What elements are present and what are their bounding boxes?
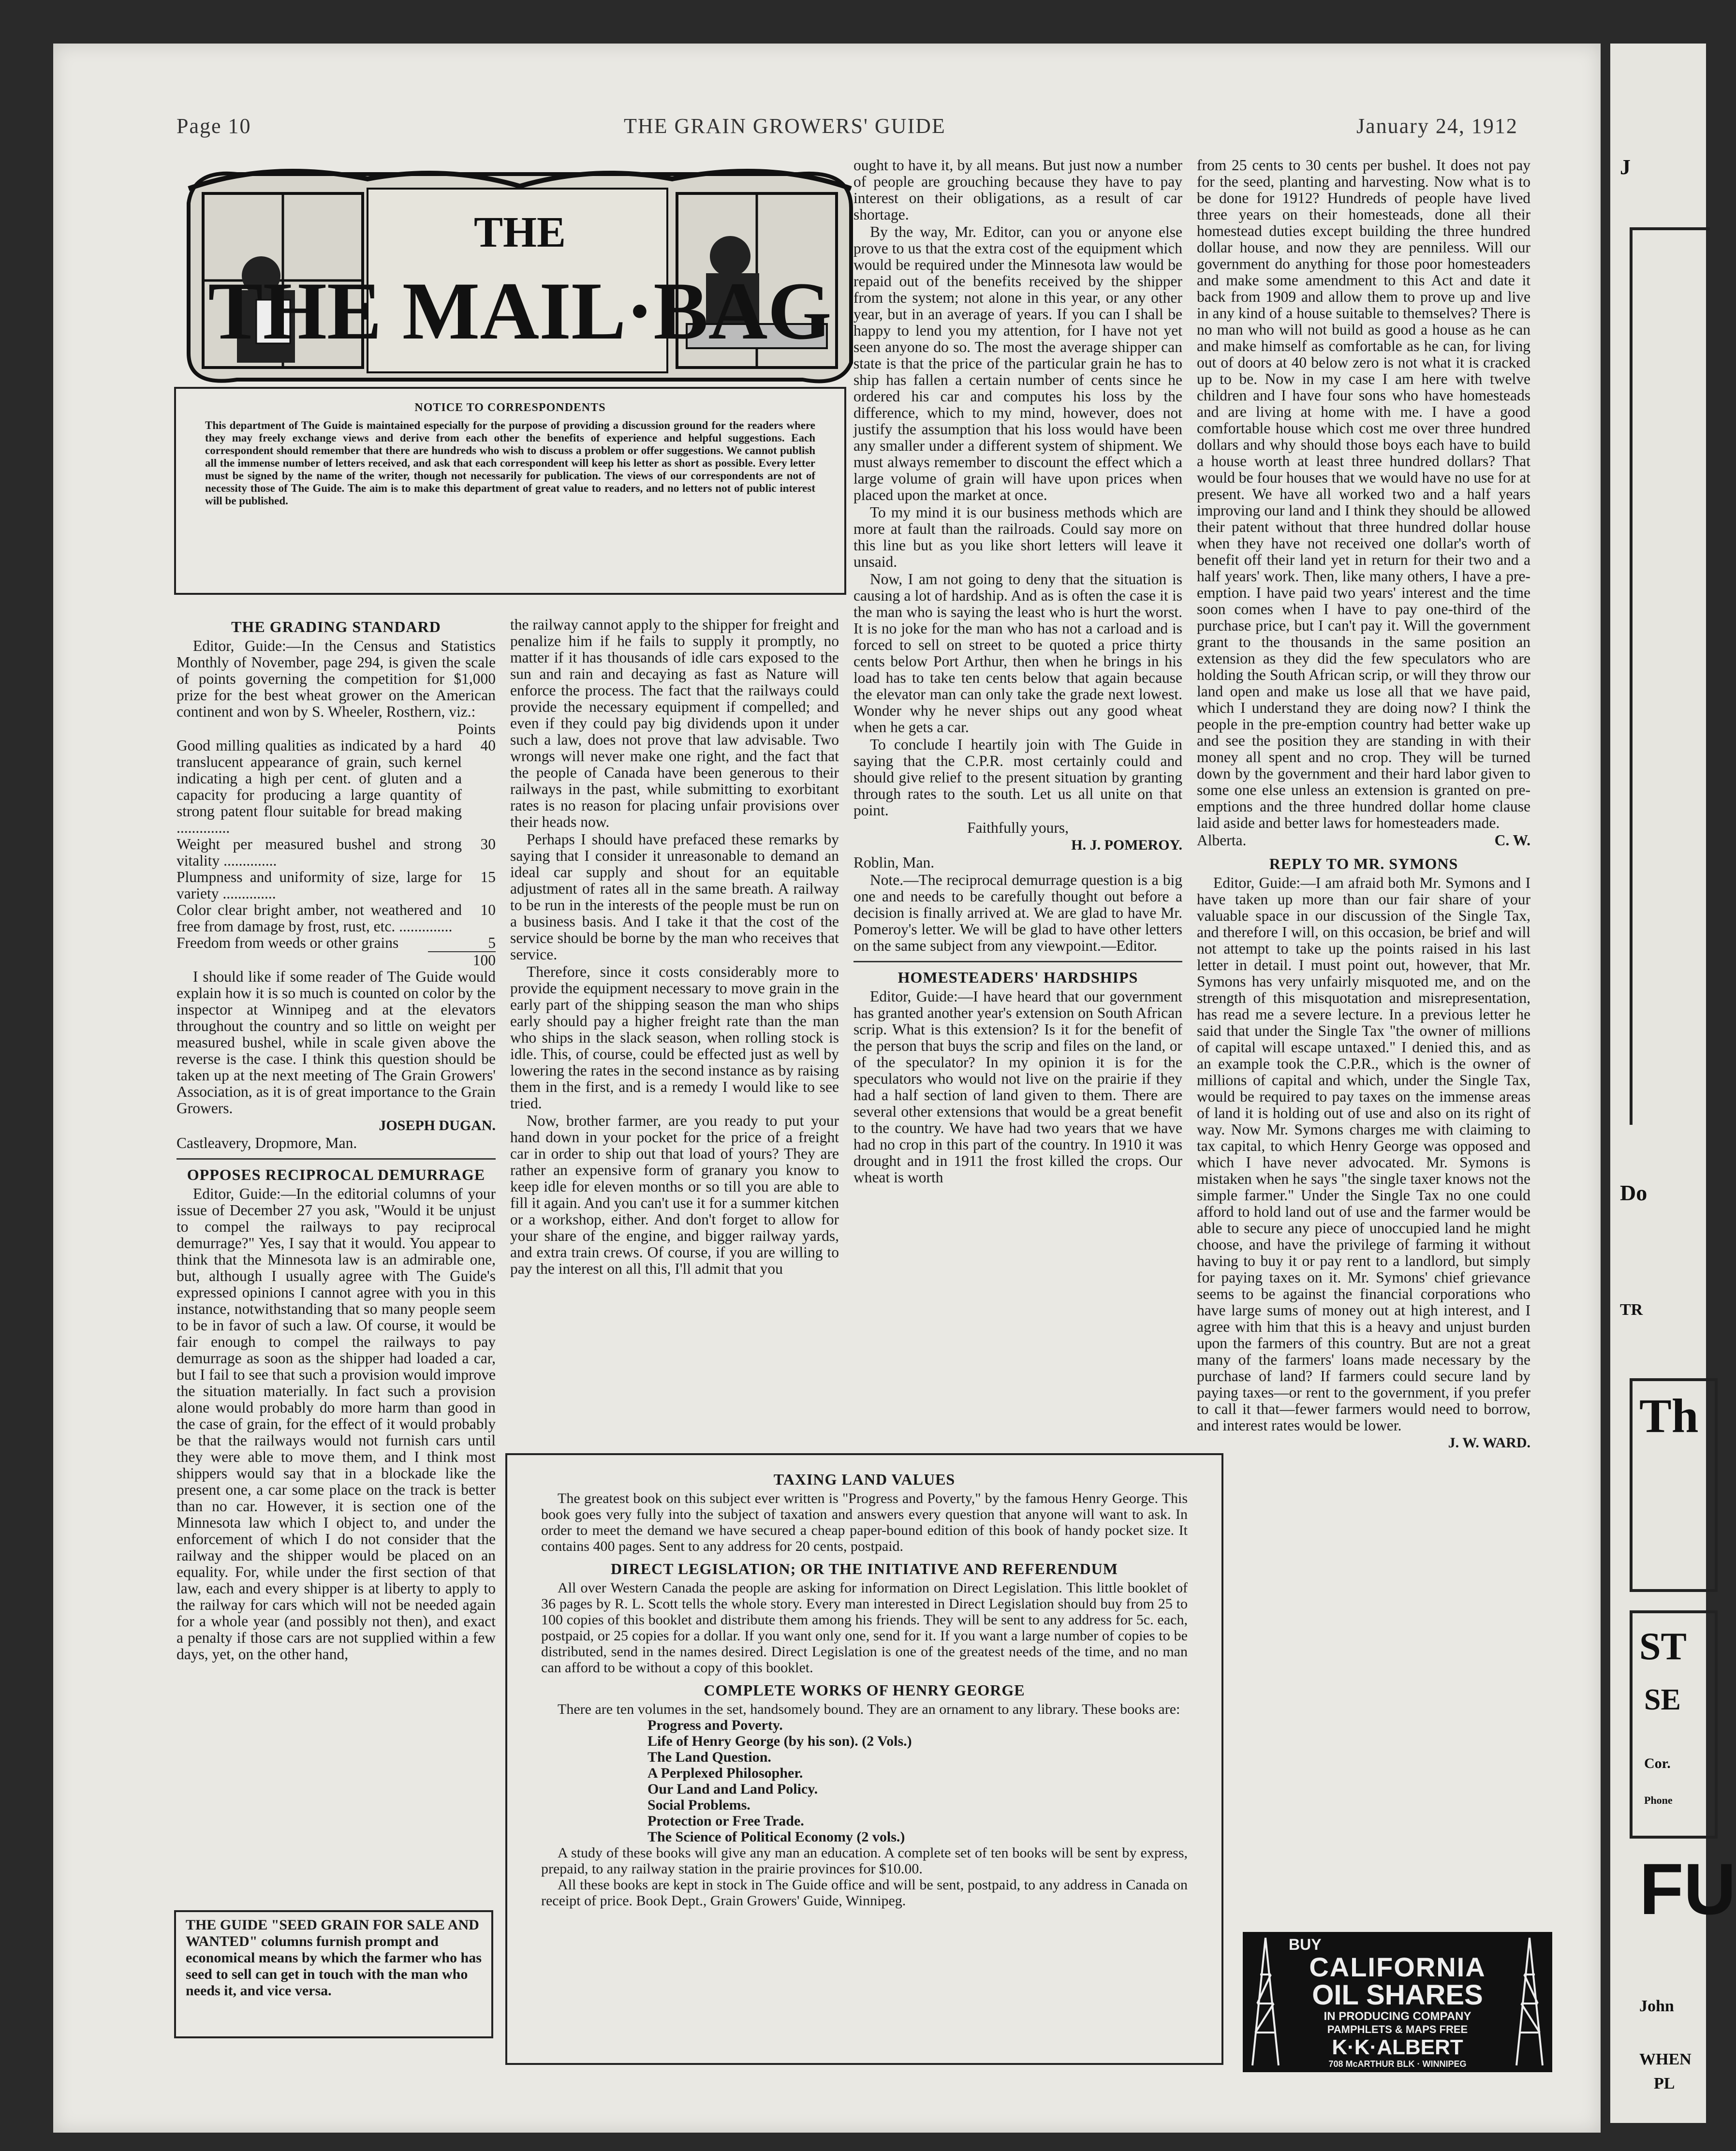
page-number: Page 10 xyxy=(177,114,251,138)
issue-date: January 24, 1912 xyxy=(1356,114,1518,138)
books-footer: All these books are kept in stock in The Guide office and will be sent, postpaid, to any address in Canada on receipt of price. Book Dept., Grain Growers' Guide, Winnipeg. xyxy=(541,1877,1188,1909)
symons-signature: J. W. WARD. xyxy=(1448,1435,1530,1451)
book-title: Life of Henry George (by his son). (2 Vols.) xyxy=(647,1733,912,1749)
column-1 xyxy=(177,612,496,1664)
fragment-text: John xyxy=(1639,1997,1674,2015)
notice-heading: NOTICE TO CORRESPONDENTS xyxy=(414,401,606,414)
notice-body: This department of The Guide is maintained especially for the purpose of providing a discussion ground for the readers where they may freely exchange views and derive from each other the benefits of experience and helpful suggestions. Each correspondent should remember that there are hundreds who wish to discuss a problem or offer suggestions. We cannot publish all the immense number of letters received, and ask that each correspondent will keep his letter as short as possible. Every letter must be signed by the name of the writer, though not necessarily for publication. The views of our correspondents are not of necessity those of The Guide. The aim is to make this department of great value to readers, and no letters not of public interest will be published. xyxy=(205,419,815,507)
grading-scale xyxy=(177,737,496,969)
demurrage-col2-p4: Now, brother farmer, are you ready to put your hand down in your pocket for the price of a freight car in order to ship out that load of yours? They are rather an expensive form of granary you know to keep idle for eleven months or so till you are able to fill it again. And you can't use it for a summer kitchen or a workshop, either. And don't forget to allow for your share of the engine, and bigger railway yards, and extra train crews. Of course, if you are willing to pay the interest on all this, I'll admit that you xyxy=(510,1112,839,1277)
taxing-body: The greatest book on this subject ever written is "Progress and Poverty," by the famous Henry George. This book goes very fully into the subject of taxation and answers every question that anyone will want to ask. In order to meet the demand we have secured a cheap paper-bound edition of this book of handy pocket size. It contains 400 pages. Sent to any address for 20 cents, postpaid. xyxy=(541,1490,1188,1554)
grading-place: Castleavery, Dropmore, Man. xyxy=(177,1134,357,1151)
adjacent-page-fragment xyxy=(1610,44,1736,2123)
oil-derrick-icon xyxy=(1513,1936,1546,2067)
banner-title: THE MAIL·BAG xyxy=(208,265,832,356)
demurrage-col3-p1: ought to have it, by all means. But just now a number of people are grouching because they have to pay interest on their obligations, as a result of car shortage. xyxy=(853,157,1182,223)
fragment-text: ST xyxy=(1639,1625,1687,1668)
scale-total: 100 xyxy=(428,951,496,969)
homesteaders-place: Alberta. xyxy=(1197,832,1247,849)
demurrage-col3-p2: By the way, Mr. Editor, can you or anyone else prove to us that the extra cost of the equipment which would be required under the Minnesota law would be repaid out of the benefits received by the shipper from the system; not alone in this year, or any other year, but in an average of years. If you can I shall be happy to lend you my attention, for I have not yet seen anyone do so. The most the average shipper can state is that the price of the particular grain he has to ship has fallen a certain number of cents since he ordered his car and computes his loss by the difference, which to my mind, however, does not justify the assumption that his loss would have been any smaller under a different system of shipment. We must always remember to discount the effect which a large volume of grain will have upon prices when placed upon the market at once. xyxy=(853,223,1182,503)
books-box xyxy=(505,1453,1223,2065)
fragment-text: SE xyxy=(1644,1683,1681,1716)
california-oil-ad xyxy=(1243,1932,1552,2072)
column-3 xyxy=(853,157,1182,1187)
svg-text:THE: THE xyxy=(473,208,566,256)
demurrage-heading: OPPOSES RECIPROCAL DEMURRAGE xyxy=(187,1166,485,1183)
grading-body: I should like if some reader of The Guide would explain how it is so much is counted on color by the inspector at Winnipeg and at the elevators throughout the country and so little on weight per measured bushel, while in scale given above the reverse is the case. I think this question should be taken up at the next meeting of The Grain Growers' Association, as it is of great importance to the Grain Growers. xyxy=(177,968,496,1117)
homesteaders-col4: from 25 cents to 30 cents per bushel. It does not pay for the seed, planting and harvesting. Now what is to be done for 1912? Hundreds of people have lived three years on their homesteads, done all their homestead duties except building the three hundred dollar house, and now they are penniless. Will our government do anything for those poor homesteaders and make some amendment to this Act and date it back from 1909 and allow them to prove up and live in any kind of a house suitable to themselves? There is no man who will not build as good a house as he can and make himself as comfortable as he can, for living out of doors at 40 below zero is not what it is cracked up to be. Now in my case I am here with twelve children and I have four sons who have homesteads and are living at home with me. I have a good comfortable house which cost me over three hundred dollars and why should those boys each have to build a house worth at least three hundred dollars? That would be four houses that we would have no use for at present. We have all worked two and a half years improving our land and I think they should be allowed their patent without that three hundred dollar house when they have not received one dollar's worth of benefit off their land yet in return for their two and a half years' work. Then, like many others, I have a pre-emption. I have paid two years' interest and the time soon comes when I have to pay one-third of the purchase price, but I can't pay it. Will the government grant to the thousands in the same position an extension as they did the few speculators who are holding the South African scrip, or will they throw our land open and make us lose all that we have paid, which I understand they are doing now? I think the people in the pre-emption country had better wake up and see the position they are standing in with their money all spent and no crop. They will be turned down by the government and their hard labor given to some one else unless an extension is granted on pre-emptions and the three hundred dollar home clause laid aside and better laws for homesteaders made. xyxy=(1197,157,1530,831)
fragment-text: TR xyxy=(1620,1301,1643,1319)
book-title: The Science of Political Economy (2 vols.) xyxy=(647,1829,905,1845)
scale-row: Freedom from weeds or other grains 5 xyxy=(177,934,496,951)
book-title: Social Problems. xyxy=(647,1797,750,1813)
ad-line6: K·K·ALBERT xyxy=(1332,2035,1463,2059)
homesteaders-col3: Editor, Guide:—I have heard that our government has granted another year's extension on South African scrip. What is this extension? Is it for the benefit of the person that buys the scrip and files on the land, or of the speculator? In my opinion it is for the speculators who would not live on the prairie if they had a half section of land given to them. There are several other extensions that would be a great benefit to the country. We have had two years that we have had no crop in this part of the country. In 1910 it was drought and in 1911 the frost killed the crops. Our wheat is worth xyxy=(853,988,1182,1186)
grading-signature: JOSEPH DUGAN. xyxy=(379,1118,496,1134)
fragment-text: Cor. xyxy=(1644,1755,1671,1771)
newspaper-page xyxy=(53,44,1601,2133)
fragment-text: J xyxy=(1620,155,1631,179)
column-4 xyxy=(1197,157,1530,1452)
demurrage-col3-p5: To conclude I heartily join with The Guide in saying that the C.P.R. most certainly could and should give relief to the present situation by granting through rates to the south. Let us all unite on that point. xyxy=(853,736,1182,819)
ad-line5: PAMPHLETS & MAPS FREE xyxy=(1327,2023,1468,2035)
taxing-heading: TAXING LAND VALUES xyxy=(773,1471,956,1488)
book-title: A Perplexed Philosopher. xyxy=(647,1765,803,1781)
demurrage-closing: Faithfully yours, xyxy=(967,819,1069,836)
works-body: A study of these books will give any man an education. A complete set of ten books will be sent by express, prepaid, to any railway station in the prairie provinces for $10.00. xyxy=(541,1845,1188,1877)
book-title: Our Land and Land Policy. xyxy=(647,1781,818,1797)
fragment-text: Do xyxy=(1620,1180,1648,1205)
works-heading: COMPLETE WORKS OF HENRY GEORGE xyxy=(704,1681,1025,1699)
direct-body: All over Western Canada the people are asking for information on Direct Legislation. This little booklet of 36 pages by R. L. Scott tells the whole story. Every man interested in Direct Legislation should buy from 25 to 100 copies of this booklet and distribute them among his friends. They will be sent to any address for 5c. each, postpaid, or 25 copies for a dollar. If you want only one, send for it. If you want a large number of copies to be distributed, send in the names desired. Direct Legislation is one of the greatest needs of the time, and no man can afford to be without a copy of this booklet. xyxy=(541,1580,1188,1676)
points-label: Points xyxy=(457,721,496,737)
scale-row: Weight per measured bushel and strong vitality .............. 30 xyxy=(177,836,496,869)
seed-grain-text: THE GUIDE "SEED GRAIN FOR SALE AND WANTED" columns furnish prompt and economical means by which the farmer who has seed to sell can get in touch with the man who needs it, and vice versa. xyxy=(186,1917,482,1999)
demurrage-signature: H. J. POMEROY. xyxy=(1071,837,1182,853)
book-title: The Land Question. xyxy=(647,1749,771,1765)
mailbag-banner xyxy=(174,160,866,389)
works-intro: There are ten volumes in the set, handsomely bound. They are an ornament to any library. These books are: xyxy=(558,1701,1180,1717)
ad-line1: BUY xyxy=(1289,1936,1322,1953)
demurrage-col2-p2: Perhaps I should have prefaced these remarks by saying that I consider it unreasonable to demand an ideal car supply and shout for an equitable adjustment of rates all in the same breath. A railway to be run in the interests of the people must be run on a business basis. And I take it that the cost of the service should be borne by the man who receives that service. xyxy=(510,831,839,963)
grading-heading: THE GRADING STANDARD xyxy=(231,618,441,635)
ad-line7: 708 McARTHUR BLK · WINNIPEG xyxy=(1328,2059,1467,2069)
fragment-text: Th xyxy=(1639,1389,1699,1443)
demurrage-place: Roblin, Man. xyxy=(853,854,935,871)
scale-row: Good milling qualities as indicated by a hard translucent appearance of grain, such kernel indicating a high per cent. of gluten and a capacity for producing a large quantity of strong patent flour suitable for bread making .............. 40 xyxy=(177,737,496,836)
book-title: Protection or Free Trade. xyxy=(647,1813,804,1829)
ad-line3: OIL SHARES xyxy=(1312,1979,1483,2011)
demurrage-col2-p1: the railway cannot apply to the shipper for freight and penalize him if he fails to supply it promptly, no matter if it has thousands of idle cars exposed to the sun and rain and decaying as fast as Nature will enforce the process. The fact that the railways could provide the necessary equipment if compelled; and even if they could pay big dividends upon it under such a law, does not prove that law advisable. Two wrongs will never make one right, and the fact that the people of Canada have been generous to their railways in the past, while submitting to exorbitant rates is no reason for placing unfair provisions over their heads now. xyxy=(510,616,839,830)
demurrage-col1: Editor, Guide:—In the editorial columns of your issue of December 27 you ask, "Would it be unjust to compel the railways to pay reciprocal demurrage?" Yes, I say that it would. You appear to think that the Minnesota law is an admirable one, but, although I usually agree with The Guide's expressed opinions I cannot agree with you in this instance, notwithstanding that so many people seem to be in favor of such a law. Of course, it would be fair enough to compel the railways to pay demurrage as soon as the shipper had loaded a car, but I fail to see that such a provision would improve the situation materially. In fact such a provision alone would probably do more harm than good in the case of grain, for the effect of it would probably be that the railways would not furnish cars until they were able to move them, and I think most shippers would say that in a blockade like the present one, a car some place on the track is better than no car. However, it is section one of the Minnesota law which I object to, and under the enforcement of which I do not consider that the railway and the shipper would be placed on an equality. For, while under the first section of that law, each and every shipper is at liberty to apply to the railway for cars which will not be needed again for a whole year (and possibly not then), and exact a penalty if those cars are not supplied within a few days, yet, on the other hand, xyxy=(177,1185,496,1663)
works-titles xyxy=(647,1717,1188,1845)
fragment-text: Phone xyxy=(1644,1794,1673,1806)
homesteaders-signature: C. W. xyxy=(1494,832,1530,849)
direct-heading: DIRECT LEGISLATION; OR THE INITIATIVE AND REFERENDUM xyxy=(611,1560,1118,1577)
demurrage-note: Note.—The reciprocal demurrage question is a big one and needs to be carefully thought out before a decision is finally arrived at. We are glad to have Mr. Pomeroy's letter. We will be glad to have other letters on the same subject from any viewpoint.—Editor. xyxy=(853,871,1182,954)
scale-row: Plumpness and uniformity of size, large for variety .............. 15 xyxy=(177,869,496,902)
seed-grain-notice xyxy=(174,1910,493,2038)
book-title: Progress and Poverty. xyxy=(647,1717,783,1733)
masthead: THE GRAIN GROWERS' GUIDE xyxy=(624,114,946,138)
demurrage-col2-p3: Therefore, since it costs considerably more to provide the equipment necessary to move grain in the early part of the shipping season the man who ships early should pay a higher freight rate than the man who ships in the slack season, when rolling stock is idle. This, of course, could be effected just as well by lowering the rates in the second instance as by raising them in the first, and is a remedy I would like to see tried. xyxy=(510,963,839,1112)
mailbag-illustration xyxy=(174,160,866,389)
symons-body: Editor, Guide:—I am afraid both Mr. Symons and I have taken up more than our fair share of your valuable space in our discussion of the Single Tax, and therefore I will, on this occasion, be brief and will not attempt to take up the points raised in his last letter in detail. I must point out, however, that Mr. Symons has very unfairly misquoted me, and on the strength of this misquotation and misrepresentation, has read me a severe lecture. In a previous letter he said that under the Single Tax "the owner of millions of capital will escape untaxed." I denied this, and as an example took the C.P.R., which is the owner of millions of capital and which, under the Single Tax, would be required to pay taxes on the immense areas of land it is holding out of use and also on its right of way. Now Mr. Symons charges me with claiming to tax capital, to which Henry George was opposed and which I have never advocated. Mr. Symons is mistaken when he says "the single taxer knows not the simple farmer." Under the Single Tax no one could afford to hold land out of use and the farmer would be able to secure any piece of unoccupied land he might choose, and have the privilege of farming it without having to buy it or pay rent to a landlord, but simply for paying taxes on it. Mr. Symons' chief grievance seems to be against the financial corporations who have large sums of money out at high interest, and I agree with him that this is a heavy and unjust burden upon the farmers of this country. But are not a great many of the farmers' loans made necessary by the purchase of land? If farmers could secure land by paying taxes—or rent to the government, if you prefer to call it that—fewer farmers would need to borrow, and interest rates would be lower. xyxy=(1197,874,1530,1434)
symons-heading: REPLY TO MR. SYMONS xyxy=(1269,855,1458,872)
grading-intro: Editor, Guide:—In the Census and Statistics Monthly of November, page 294, is given the scale of points governing the competition for $1,000 prize for the best wheat grower on the American continent and won by S. Wheeler, Rosthern, viz.: xyxy=(177,637,496,720)
homesteaders-signoff xyxy=(1197,832,1530,849)
oil-derrick-icon xyxy=(1249,1936,1282,2067)
homesteaders-heading: HOMESTEADERS' HARDSHIPS xyxy=(897,969,1138,986)
demurrage-col3-p3: To my mind it is our business methods which are more at fault than the railroads. Could say more on this line but as you like short letters will leave it unsaid. xyxy=(853,504,1182,570)
fragment-text: PL xyxy=(1654,2075,1675,2092)
ad-line2: CALIFORNIA xyxy=(1309,1952,1486,1982)
fragment-text: WHEN xyxy=(1639,2050,1692,2068)
ad-line4: IN PRODUCING COMPANY xyxy=(1324,2010,1471,2023)
notice-box xyxy=(174,387,846,595)
demurrage-col3-p4: Now, I am not going to deny that the situation is causing a lot of hardship. And as is often the case it is the man who is saying the least who is hurt the worst. It is no joke for the man who has not a carload and is forced to sell on street to be quoted a price thirty cents below Port Arthur, then when he brings in his load has to take ten cents below that again because the elevator man can only take the grade next lowest. Wonder why he never ships out any good wheat when he gets a car. xyxy=(853,571,1182,736)
column-2 xyxy=(510,617,839,1278)
scale-row: Color clear bright amber, not weathered and free from damage by frost, rust, etc. .............. 10 xyxy=(177,901,496,935)
fragment-text: FU xyxy=(1639,1848,1736,1930)
